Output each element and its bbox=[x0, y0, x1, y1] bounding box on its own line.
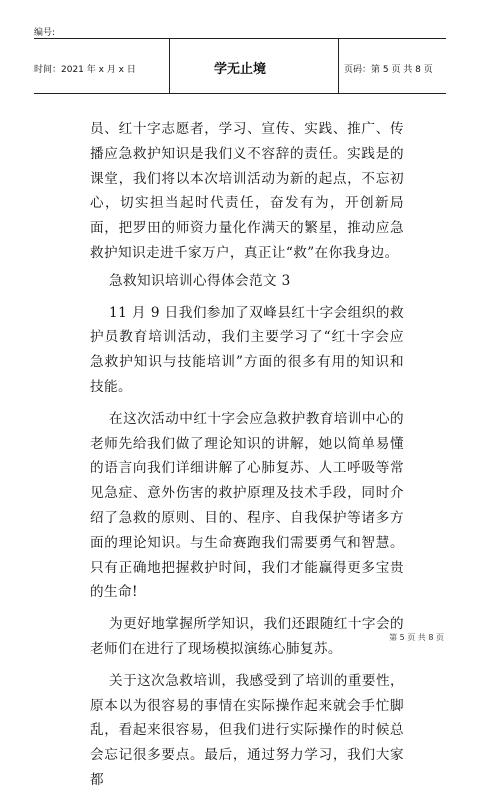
header-page-label: 页码：第 5 页 共 8 页 bbox=[344, 65, 433, 75]
header-bottom-rule bbox=[34, 93, 446, 94]
page-header bbox=[34, 14, 446, 94]
section-heading: 急救知识培训心得体会范文 3 bbox=[109, 272, 291, 289]
document-number-label: 编号: bbox=[34, 28, 56, 38]
paragraph: 为更好地掌握所学知识，我们还跟随红十字会的老师们在进行了现场模拟演练心肺复苏。 bbox=[90, 616, 404, 657]
paragraph: 11 月 9 日我们参加了双峰县红十字会组织的救护员教育培训活动，我们主要学习了“红十字会应急救护知识与技能培训”方面的很多有用的知识和技能。 bbox=[90, 304, 404, 395]
header-top-rule bbox=[34, 38, 446, 39]
document-body bbox=[90, 117, 404, 793]
footer-page-number: 第 5 页 共 8 页 bbox=[389, 633, 444, 642]
header-title: 学无止境 bbox=[213, 62, 266, 77]
paragraph-continuation: 员、红十字志愿者，学习、宣传、实践、推广、传播应急救护知识是我们义不容辞的责任。实践是的课堂，我们将以本次培训活动为新的起点，不忘初心，切实担当起时代责任，奋发有为，开创新局面，把罗田的师资力量化作满天的繁星，推动应急救护知识走进千家万户，真正让“救”在你我身边。 bbox=[90, 121, 404, 261]
paragraph: 在这次活动中红十字会应急救护教育培训中心的老师先给我们做了理论知识的讲解，她以简单易懂的语言向我们详细讲解了心肺复苏、人工呼吸等常见急症、意外伤害的救护原理及技术手段，同时介绍了急救的原则、目的、程序、自我保护等诸多方面的理论知识。与生命赛跑我们需要勇气和智慧。只有正确地把握救护时间，我们才能赢得更多宝贵的生命! bbox=[90, 410, 404, 601]
paragraph: 关于这次急救培训，我感受到了培训的重要性，原本以为很容易的事情在实际操作起来就会手忙脚乱，看起来很容易，但我们进行实际操作的时候总会忘记很多要点。最后，通过努力学习，我们大家都 bbox=[90, 672, 404, 788]
document-time-label: 时间：2021 年 x 月 x 日 bbox=[34, 65, 136, 75]
